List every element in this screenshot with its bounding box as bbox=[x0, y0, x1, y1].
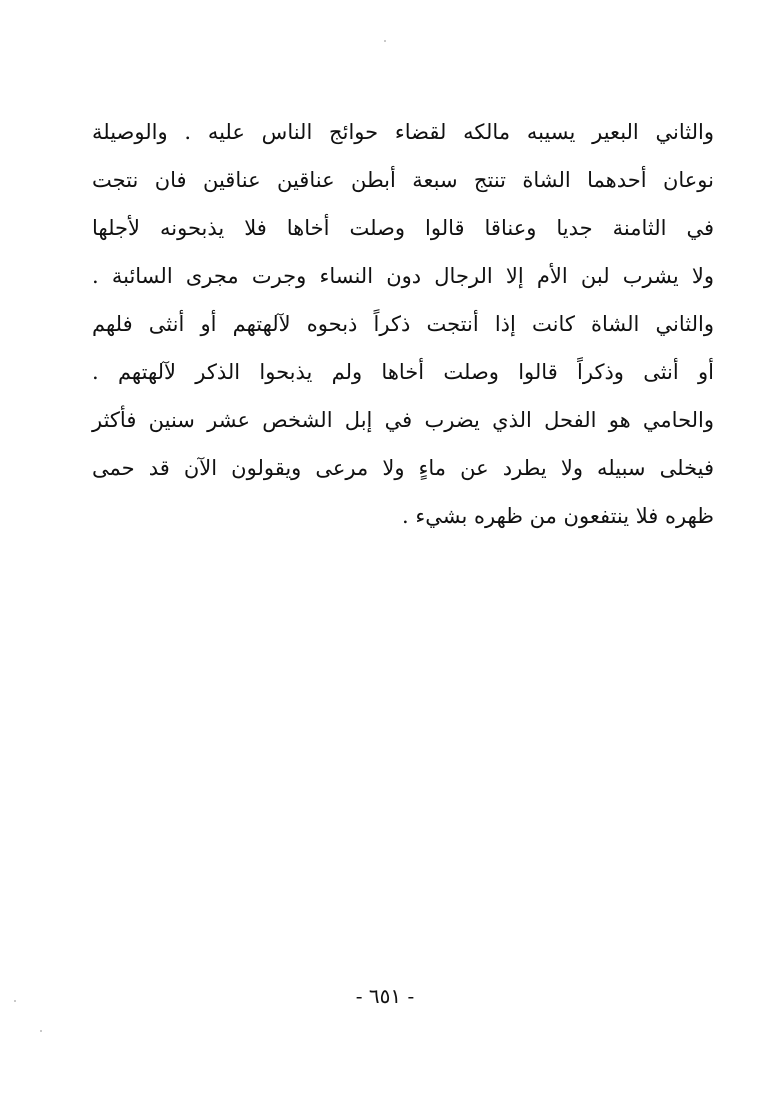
text-line: والحامي هو الفحل الذي يضرب في إبل الشخص عشر سنين فأكثر bbox=[92, 408, 715, 432]
text-line: والثاني الشاة كانت إذا أنتجت ذكراً ذبحوه لآلهتهم أو أنثى فلهم bbox=[92, 312, 714, 336]
text-line: ظهره فلا ينتفعون من ظهره بشيء . bbox=[402, 504, 714, 528]
text-line: نوعان أحدهما الشاة تنتج سبعة أبطن عناقين عناقين فان نتجت bbox=[92, 168, 714, 192]
text-line: في الثامنة جديا وعناقا قالوا وصلت أخاها فلا يذبحونه لأجلها bbox=[92, 216, 714, 240]
scan-speck bbox=[14, 1000, 16, 1002]
scan-speck bbox=[40, 1030, 42, 1032]
scan-speck bbox=[384, 40, 386, 42]
text-line: والثاني البعير يسيبه مالكه لقضاء حوائج الناس عليه . والوصيلة bbox=[92, 120, 714, 144]
text-line: أو أنثى وذكراً قالوا وصلت أخاها ولم يذبحوا الذكر لآلهتهم . bbox=[92, 360, 714, 384]
text-line: ولا يشرب لبن الأم إلا الرجال دون النساء وجرت مجرى السائبة . bbox=[92, 264, 714, 288]
text-line: فيخلى سبيله ولا يطرد عن ماءٍ ولا مرعى ويقولون الآن قد حمى bbox=[92, 456, 714, 480]
body-text bbox=[92, 108, 714, 540]
page-number: - ٦٥١ - bbox=[355, 984, 415, 1008]
